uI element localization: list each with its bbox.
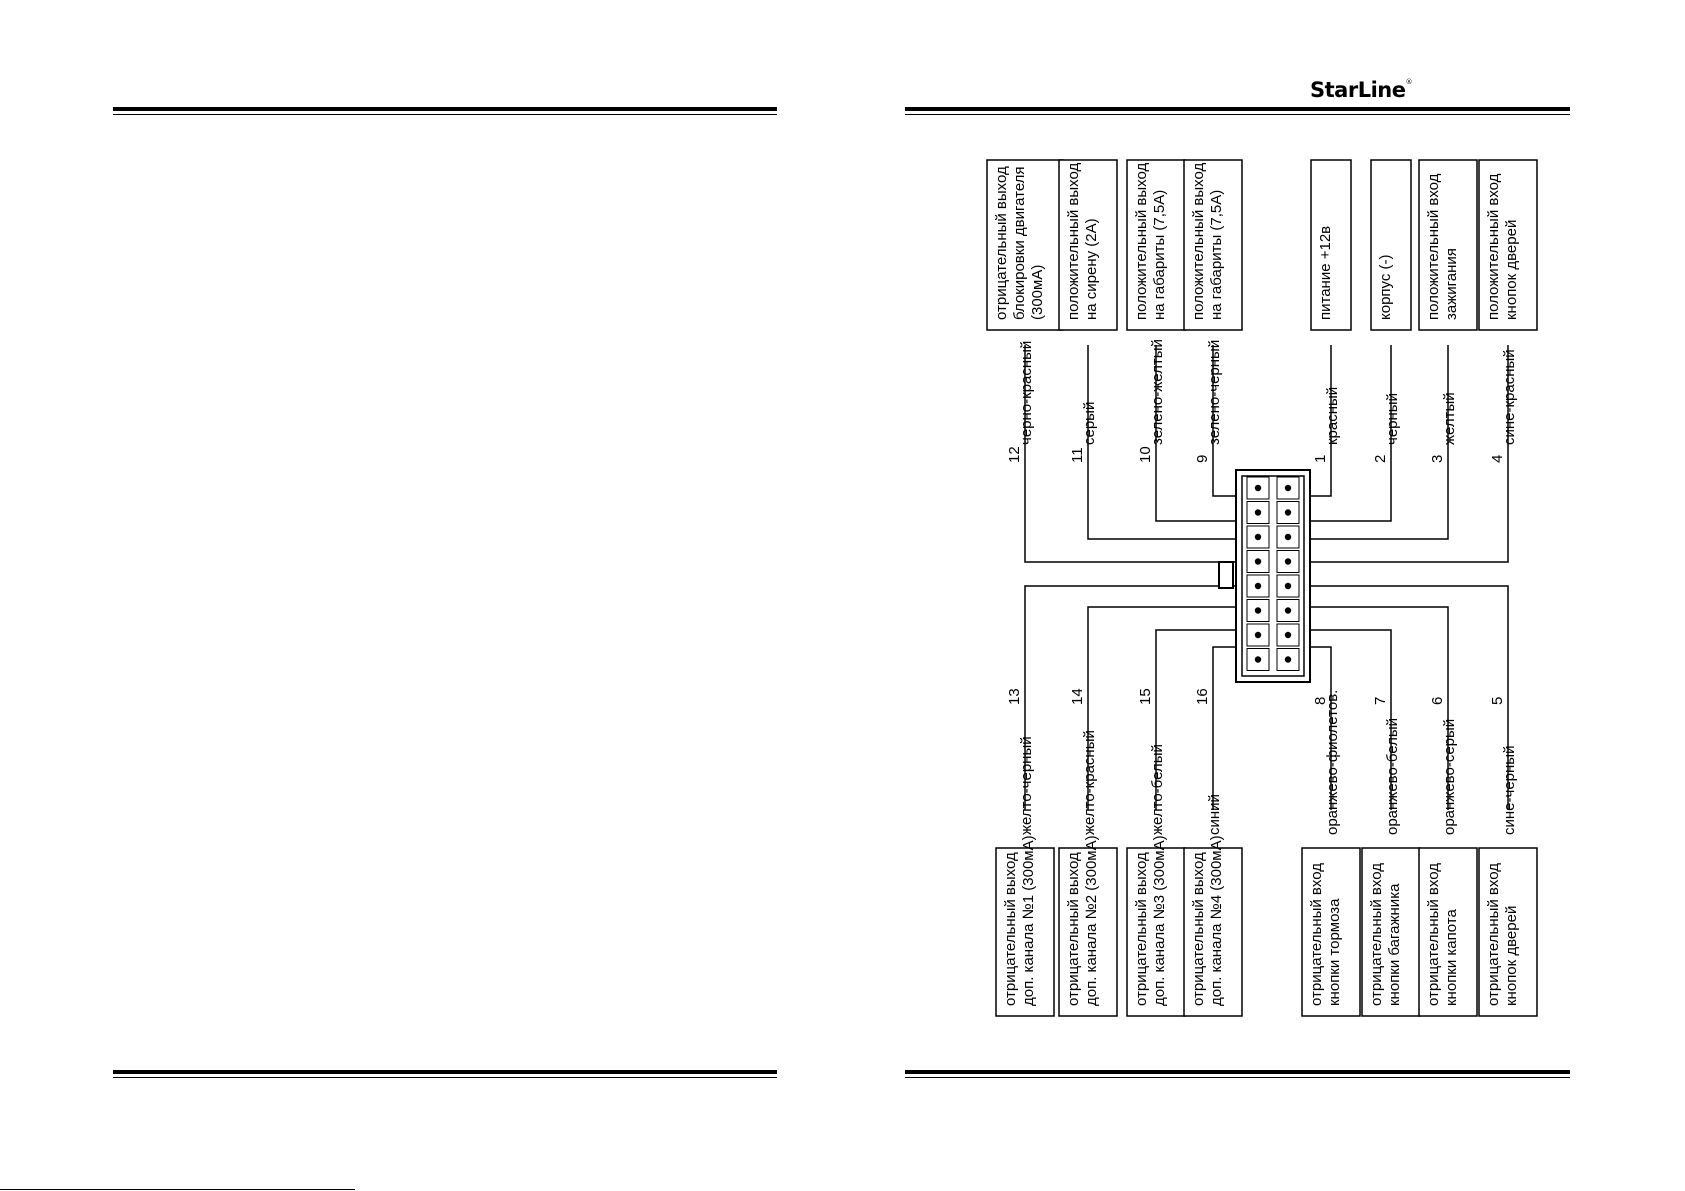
pin-dot (1285, 583, 1291, 589)
wire-color-label: сине-красный (1501, 349, 1518, 445)
pin-dot (1285, 534, 1291, 540)
pin-dot (1255, 656, 1261, 662)
pin-number: 11 (1069, 447, 1086, 463)
pin-number: 2 (1372, 454, 1389, 463)
pin-dot (1285, 509, 1291, 515)
function-label: отрицательный вход (1308, 863, 1325, 1006)
function-label: доп. канала №3 (300мА) (1151, 835, 1168, 1006)
pin-number: 12 (1006, 446, 1023, 463)
pin-dot (1285, 607, 1291, 613)
function-label: положительный выход (1065, 162, 1082, 320)
wire (1088, 607, 1258, 810)
wire-color-label: синий (1206, 794, 1223, 835)
function-label: на габариты (7,5А) (1151, 189, 1168, 320)
brand-name: StarLine (1310, 78, 1406, 102)
brand-mark: ® (1405, 78, 1412, 86)
pin-number: 1 (1312, 454, 1329, 463)
function-label: отрицательный выход (993, 166, 1010, 320)
pin-number: 15 (1137, 688, 1154, 705)
function-label: положительный выход (1190, 162, 1207, 320)
function-label: отрицательный вход (1485, 863, 1502, 1006)
wire (1288, 345, 1448, 539)
pin-number: 7 (1372, 696, 1389, 705)
pin-number: 13 (1006, 688, 1023, 705)
connector-latch (1219, 562, 1233, 588)
pin-number: 16 (1194, 688, 1211, 705)
function-label: положительный выход (1133, 162, 1150, 320)
pin-dot (1285, 632, 1291, 638)
pin-dot (1255, 558, 1261, 564)
function-label: блокировки двигателя (1011, 166, 1028, 320)
pin-dot (1255, 534, 1261, 540)
function-label: (300мА) (1029, 264, 1046, 320)
function-label: кнопки багажника (1386, 883, 1403, 1006)
connector-16-pin (1219, 470, 1310, 682)
function-label: корпус (-) (1377, 254, 1394, 320)
wire-color-label: желто-белый (1149, 744, 1166, 835)
function-label: кнопок дверей (1503, 905, 1520, 1006)
function-label: отрицательный выход (1002, 852, 1019, 1006)
wire-color-label: оранжево-белый (1384, 717, 1401, 835)
pin-number: 14 (1069, 688, 1086, 705)
function-label: на сирену (2А) (1083, 218, 1100, 320)
wire-color-label: оранжево-серый (1441, 718, 1458, 835)
wire-color-label: черно-красный (1018, 340, 1035, 445)
pin-dot (1285, 656, 1291, 662)
pin-dot (1255, 632, 1261, 638)
function-label: отрицательный выход (1190, 852, 1207, 1006)
wire-color-label: желто-черный (1018, 736, 1035, 835)
wire (1288, 607, 1448, 810)
function-label: кнопки тормоза (1326, 898, 1343, 1006)
wire (1288, 345, 1508, 562)
function-label: кнопки капота (1443, 909, 1460, 1006)
wire-color-label: серый (1081, 401, 1098, 445)
wire (1088, 345, 1258, 539)
function-label: питание +12в (1317, 225, 1334, 320)
wire-color-label: черный (1384, 393, 1401, 445)
pin-number: 4 (1489, 454, 1506, 463)
pin-dot (1255, 583, 1261, 589)
function-label: доп. канала №2 (300мА) (1083, 835, 1100, 1006)
function-label: положительный вход (1485, 173, 1502, 320)
pin-number: 3 (1429, 454, 1446, 463)
function-label: кнопок дверей (1503, 219, 1520, 320)
function-label: отрицательный вход (1425, 863, 1442, 1006)
pin-number: 10 (1137, 446, 1154, 463)
wire-color-label: оранжево-фиолетов. (1324, 689, 1341, 835)
pin-dot (1255, 607, 1261, 613)
pin-number: 5 (1489, 696, 1506, 705)
wire-color-label: красный (1324, 386, 1341, 445)
pin-dot (1255, 485, 1261, 491)
pin-number: 6 (1429, 696, 1446, 705)
pin-number: 9 (1194, 454, 1211, 463)
function-label: зажигания (1443, 248, 1460, 320)
wire-color-label: желтый (1441, 392, 1458, 445)
function-label: отрицательный выход (1133, 852, 1150, 1006)
pin-dot (1255, 509, 1261, 515)
pin-dot (1285, 485, 1291, 491)
function-label: доп. канала №4 (300мА) (1208, 835, 1225, 1006)
wire-color-label: зелено-желтый (1149, 339, 1166, 445)
wire-color-label: желто-красный (1081, 730, 1098, 835)
wire-color-label: зелено-черный (1206, 339, 1223, 445)
function-label: доп. канала №1 (300мА) (1020, 835, 1037, 1006)
pin-number: 8 (1312, 696, 1329, 705)
function-label: отрицательный выход (1065, 852, 1082, 1006)
function-label: отрицательный вход (1368, 863, 1385, 1006)
function-label: положительный вход (1425, 173, 1442, 320)
wire-color-label: сине-черный (1501, 745, 1518, 835)
function-label: на габариты (7,5А) (1208, 189, 1225, 320)
pin-dot (1285, 558, 1291, 564)
